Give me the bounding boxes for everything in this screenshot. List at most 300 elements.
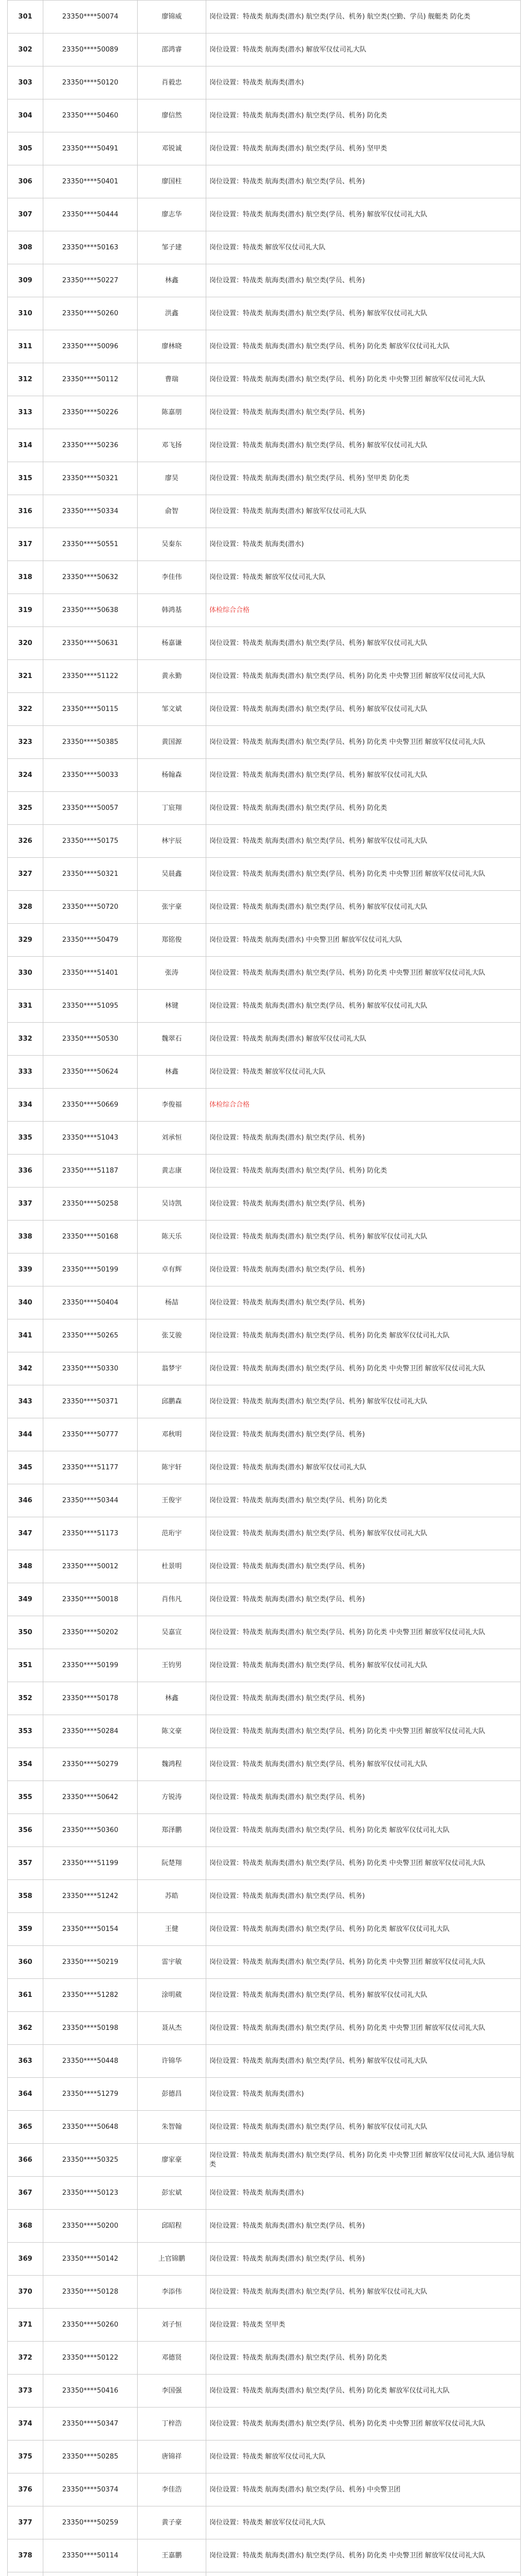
post-assignment: 岗位设置：特战类 航海类(潜水) 航空类(学员、机务) xyxy=(206,1286,521,1319)
registration-id: 23350****50018 xyxy=(43,1583,138,1616)
person-name: 许锦华 xyxy=(138,2045,206,2078)
registration-id: 23350****50227 xyxy=(43,264,138,297)
table-row xyxy=(8,198,521,231)
row-number: 302 xyxy=(8,33,43,66)
table-row xyxy=(8,957,521,990)
person-name: 林鑫 xyxy=(138,1682,206,1715)
person-name: 邱鹏森 xyxy=(138,1385,206,1418)
table-row xyxy=(8,2111,521,2144)
registration-id: 23350****50330 xyxy=(43,1352,138,1385)
row-number: 319 xyxy=(8,594,43,627)
table-row xyxy=(8,693,521,726)
table-row xyxy=(8,165,521,198)
registration-id: 23350****50163 xyxy=(43,231,138,264)
post-assignment: 岗位设置：特战类 航海类(潜水) 航空类(学员、机务) 解放军仪仗司礼大队 xyxy=(206,2276,521,2309)
registration-id: 23350****50202 xyxy=(43,1616,138,1649)
table-row xyxy=(8,1583,521,1616)
registration-id: 23350****50259 xyxy=(43,2506,138,2539)
person-name xyxy=(138,2572,206,2576)
table-row xyxy=(8,1155,521,1188)
registration-id: 23350****50114 xyxy=(43,2539,138,2572)
registration-id: 23350****50123 xyxy=(43,2177,138,2210)
person-name: 廖家豪 xyxy=(138,2144,206,2177)
table-row xyxy=(8,363,521,396)
table-row xyxy=(8,2342,521,2375)
post-assignment: 岗位设置：特战类 航海类(潜水) 航空类(学员、机务) 防化类 中央警卫团 解放军仪仗司礼大队 通信导航类 xyxy=(206,2144,521,2177)
registration-id: 23350****50325 xyxy=(43,2144,138,2177)
row-number: 343 xyxy=(8,1385,43,1418)
post-assignment: 岗位设置：特战类 航海类(潜水) 航空类(学员、机务) 解放军仪仗司礼大队 xyxy=(206,891,521,924)
table-row xyxy=(8,2539,521,2572)
post-assignment: 岗位设置：特战类 航海类(潜水) 中央警卫团 解放军仪仗司礼大队 xyxy=(206,924,521,957)
row-number: 324 xyxy=(8,759,43,792)
table-row xyxy=(8,297,521,330)
registration-id: 23350****50200 xyxy=(43,2210,138,2243)
row-number: 309 xyxy=(8,264,43,297)
row-number: 359 xyxy=(8,1913,43,1946)
person-name: 李佳伟 xyxy=(138,561,206,594)
post-assignment: 岗位设置：特战类 航海类(潜水) 解放军仪仗司礼大队 xyxy=(206,1023,521,1056)
person-name: 廖国柱 xyxy=(138,165,206,198)
person-name: 刘子恒 xyxy=(138,2309,206,2342)
post-assignment: 岗位设置：特战类 航海类(潜水) 航空类(学员、机务) xyxy=(206,1550,521,1583)
person-name: 唐锦祥 xyxy=(138,2441,206,2473)
row-number: 338 xyxy=(8,1221,43,1253)
table-row xyxy=(8,1649,521,1682)
post-assignment: 岗位设置：特战类 航海类(潜水) 航空类(学员、机务) 防化类 xyxy=(206,1155,521,1188)
row-number: 347 xyxy=(8,1517,43,1550)
table-row xyxy=(8,132,521,165)
row-number: 339 xyxy=(8,1253,43,1286)
row-number: 344 xyxy=(8,1418,43,1451)
registration-id: 23350****50631 xyxy=(43,627,138,660)
registration-id: 23350****50401 xyxy=(43,165,138,198)
roster-table xyxy=(7,0,521,2576)
registration-id xyxy=(43,2572,138,2576)
row-number: 304 xyxy=(8,99,43,132)
row-number: 303 xyxy=(8,66,43,99)
table-row xyxy=(8,2375,521,2408)
post-assignment: 岗位设置：特战类 航海类(潜水) 航空类(学员、机务) 解放军仪仗司礼大队 xyxy=(206,693,521,726)
person-name: 洪鑫 xyxy=(138,297,206,330)
table-row xyxy=(8,1221,521,1253)
table-row xyxy=(8,33,521,66)
registration-id: 23350****50374 xyxy=(43,2473,138,2506)
row-number: 331 xyxy=(8,990,43,1023)
table-row xyxy=(8,1023,521,1056)
post-assignment: 岗位设置：特战类 航海类(潜水) 航空类(学员、机务) 解放军仪仗司礼大队 xyxy=(206,1385,521,1418)
table-row xyxy=(8,858,521,891)
registration-id: 23350****50012 xyxy=(43,1550,138,1583)
table-row xyxy=(8,1385,521,1418)
row-number: 333 xyxy=(8,1056,43,1089)
table-row xyxy=(8,1418,521,1451)
post-assignment: 岗位设置：特战类 航海类(潜水) 航空类(学员、机务) 解放军仪仗司礼大队 xyxy=(206,429,521,462)
registration-id: 23350****50074 xyxy=(43,1,138,33)
post-assignment: 岗位设置：特战类 航海类(潜水) 航空类(学员、机务) 防化类 中央警卫团 解放军仪仗司礼大队 xyxy=(206,2408,521,2441)
post-assignment: 岗位设置：特战类 航海类(潜水) 航空类(学员、机务) 防化类 中央警卫团 解放军仪仗司礼大队 xyxy=(206,1616,521,1649)
post-assignment: 岗位设置：特战类 解放军仪仗司礼大队 xyxy=(206,231,521,264)
post-assignment: 岗位设置：特战类 解放军仪仗司礼大队 xyxy=(206,2441,521,2473)
row-number xyxy=(8,2572,43,2576)
row-number: 326 xyxy=(8,825,43,858)
table-row xyxy=(8,1847,521,1880)
post-assignment: 岗位设置：特战类 航海类(潜水) 航空类(学员、机务) 防化类 中央警卫团 解放军仪仗司礼大队 xyxy=(206,1352,521,1385)
post-assignment: 岗位设置：特战类 航海类(潜水) 航空类(学员、机务) 航空类(空勤、学员) 舰艇类 防化类 xyxy=(206,1,521,33)
post-assignment: 岗位设置：特战类 航海类(潜水) 航空类(学员、机务) 坚甲类 防化类 xyxy=(206,462,521,495)
post-assignment: 岗位设置：特战类 航海类(潜水) 航空类(学员、机务) 防化类 中央警卫团 解放军仪仗司礼大队 xyxy=(206,2539,521,2572)
row-number: 342 xyxy=(8,1352,43,1385)
registration-id: 23350****50199 xyxy=(43,1649,138,1682)
table-row xyxy=(8,1913,521,1946)
table-row xyxy=(8,924,521,957)
row-number: 378 xyxy=(8,2539,43,2572)
post-assignment: 岗位设置：特战类 航海类(潜水) 航空类(学员、机务) xyxy=(206,2243,521,2276)
table-row xyxy=(8,2572,521,2576)
row-number: 325 xyxy=(8,792,43,825)
table-row xyxy=(8,1946,521,1979)
registration-id: 23350****50265 xyxy=(43,1319,138,1352)
person-name: 陈文豪 xyxy=(138,1715,206,1748)
registration-id: 23350****50089 xyxy=(43,33,138,66)
post-assignment: 岗位设置：特战类 航海类(潜水) 航空类(学员、机务) 防化类 解放军仪仗司礼大队 xyxy=(206,1319,521,1352)
person-name: 肖毅忠 xyxy=(138,66,206,99)
table-row xyxy=(8,1188,521,1221)
row-number: 320 xyxy=(8,627,43,660)
table-row xyxy=(8,1286,521,1319)
table-row xyxy=(8,1056,521,1089)
registration-id: 23350****50219 xyxy=(43,1946,138,1979)
post-assignment: 岗位设置：特战类 航海类(潜水) 航空类(学员、机务) xyxy=(206,1682,521,1715)
table-row xyxy=(8,990,521,1023)
row-number: 349 xyxy=(8,1583,43,1616)
person-name: 阮楚翔 xyxy=(138,1847,206,1880)
registration-id: 23350****50334 xyxy=(43,495,138,528)
row-number: 376 xyxy=(8,2473,43,2506)
registration-id: 23350****50122 xyxy=(43,2342,138,2375)
post-assignment: 岗位设置：特战类 航海类(潜水) 航空类(学员、机务) 防化类 xyxy=(206,99,521,132)
post-assignment: 岗位设置：特战类 航海类(潜水) 解放军仪仗司礼大队 xyxy=(206,495,521,528)
registration-id: 23350****50371 xyxy=(43,1385,138,1418)
registration-id: 23350****50385 xyxy=(43,726,138,759)
person-name: 韩鸿基 xyxy=(138,594,206,627)
table-row xyxy=(8,2408,521,2441)
registration-id: 23350****50551 xyxy=(43,528,138,561)
row-number: 366 xyxy=(8,2144,43,2177)
post-assignment: 岗位设置：特战类 航海类(潜水) 航空类(学员、机务) 防化类 xyxy=(206,2342,521,2375)
table-row xyxy=(8,1089,521,1122)
post-assignment: 岗位设置：特战类 航海类(潜水) 航空类(学员、机务) 解放军仪仗司礼大队 xyxy=(206,759,521,792)
table-row xyxy=(8,231,521,264)
registration-id: 23350****51279 xyxy=(43,2078,138,2111)
row-number: 329 xyxy=(8,924,43,957)
post-assignment: 岗位设置：特战类 航海类(潜水) 航空类(学员、机务) 防化类 中央警卫团 解放军仪仗司礼大队 xyxy=(206,363,521,396)
table-row xyxy=(8,99,521,132)
person-name: 廖志华 xyxy=(138,198,206,231)
row-number: 345 xyxy=(8,1451,43,1484)
table-row xyxy=(8,1484,521,1517)
registration-id: 23350****51122 xyxy=(43,660,138,693)
registration-id: 23350****50199 xyxy=(43,1253,138,1286)
row-number: 321 xyxy=(8,660,43,693)
post-assignment: 岗位设置：特战类 解放军仪仗司礼大队 xyxy=(206,1056,521,1089)
post-assignment: 岗位设置：特战类 航海类(潜水) xyxy=(206,2177,521,2210)
row-number: 361 xyxy=(8,1979,43,2012)
registration-id: 23350****50154 xyxy=(43,1913,138,1946)
table-row xyxy=(8,660,521,693)
registration-id: 23350****50260 xyxy=(43,297,138,330)
row-number: 373 xyxy=(8,2375,43,2408)
row-number: 318 xyxy=(8,561,43,594)
post-assignment: 岗位设置：特战类 航海类(潜水) 航空类(学员、机务) 解放军仪仗司礼大队 xyxy=(206,198,521,231)
person-name: 肖伟凡 xyxy=(138,1583,206,1616)
registration-id: 23350****51282 xyxy=(43,1979,138,2012)
registration-id: 23350****50057 xyxy=(43,792,138,825)
post-assignment: 岗位设置：特战类 解放军仪仗司礼大队 xyxy=(206,2506,521,2539)
row-number: 357 xyxy=(8,1847,43,1880)
registration-id: 23350****50479 xyxy=(43,924,138,957)
row-number: 351 xyxy=(8,1649,43,1682)
table-row xyxy=(8,2506,521,2539)
post-assignment: 岗位设置：特战类 航海类(潜水) 航空类(学员、机务) xyxy=(206,1188,521,1221)
registration-id: 23350****50491 xyxy=(43,132,138,165)
row-number: 314 xyxy=(8,429,43,462)
table-row xyxy=(8,1122,521,1155)
registration-id: 23350****50142 xyxy=(43,2243,138,2276)
row-number: 352 xyxy=(8,1682,43,1715)
table-row xyxy=(8,561,521,594)
person-name: 杨翰森 xyxy=(138,759,206,792)
person-name: 李俊福 xyxy=(138,1089,206,1122)
row-number: 330 xyxy=(8,957,43,990)
table-row xyxy=(8,627,521,660)
registration-id: 23350****50448 xyxy=(43,2045,138,2078)
registration-id: 23350****50648 xyxy=(43,2111,138,2144)
person-name: 雷宇敏 xyxy=(138,1946,206,1979)
person-name: 杜景明 xyxy=(138,1550,206,1583)
post-assignment: 岗位设置：特战类 航海类(潜水) 航空类(学员、机务) 解放军仪仗司礼大队 xyxy=(206,1979,521,2012)
person-name: 陈宇轩 xyxy=(138,1451,206,1484)
post-assignment: 岗位设置：特战类 航海类(潜水) 航空类(学员、机务) 防化类 中央警卫团 解放军仪仗司礼大队 xyxy=(206,660,521,693)
person-name: 王钧男 xyxy=(138,1649,206,1682)
table-row xyxy=(8,2473,521,2506)
table-row xyxy=(8,891,521,924)
table-row xyxy=(8,396,521,429)
row-number: 367 xyxy=(8,2177,43,2210)
row-number: 371 xyxy=(8,2309,43,2342)
registration-id: 23350****50260 xyxy=(43,2309,138,2342)
post-assignment: 岗位设置：特战类 航海类(潜水) 航空类(学员、机务) 防化类 解放军仪仗司礼大队 xyxy=(206,330,521,363)
person-name: 聂从杰 xyxy=(138,2012,206,2045)
registration-id: 23350****50033 xyxy=(43,759,138,792)
post-assignment: 体检综合合格 xyxy=(206,1089,521,1122)
table-row xyxy=(8,1451,521,1484)
person-name: 邓秋明 xyxy=(138,1418,206,1451)
row-number: 334 xyxy=(8,1089,43,1122)
person-name: 邹子建 xyxy=(138,231,206,264)
row-number: 310 xyxy=(8,297,43,330)
post-assignment: 岗位设置：特战类 航海类(潜水) 航空类(学员、机务) 防化类 解放军仪仗司礼大队 xyxy=(206,1814,521,1847)
person-name: 邓飞扬 xyxy=(138,429,206,462)
registration-id: 23350****50258 xyxy=(43,1188,138,1221)
row-number: 350 xyxy=(8,1616,43,1649)
row-number: 313 xyxy=(8,396,43,429)
row-number: 332 xyxy=(8,1023,43,1056)
person-name: 陈天乐 xyxy=(138,1221,206,1253)
row-number: 375 xyxy=(8,2441,43,2473)
registration-id: 23350****50226 xyxy=(43,396,138,429)
table-row xyxy=(8,726,521,759)
table-row xyxy=(8,2012,521,2045)
registration-id: 23350****50669 xyxy=(43,1089,138,1122)
registration-id: 23350****50642 xyxy=(43,1781,138,1814)
person-name: 吴嘉宣 xyxy=(138,1616,206,1649)
registration-id: 23350****51242 xyxy=(43,1880,138,1913)
registration-id: 23350****51401 xyxy=(43,957,138,990)
row-number: 346 xyxy=(8,1484,43,1517)
table-row xyxy=(8,462,521,495)
table-row xyxy=(8,759,521,792)
table-row xyxy=(8,1517,521,1550)
registration-id: 23350****51173 xyxy=(43,1517,138,1550)
registration-id: 23350****50284 xyxy=(43,1715,138,1748)
table-row xyxy=(8,2243,521,2276)
post-assignment: 岗位设置：特战类 航海类(潜水) 航空类(学员、机务) 解放军仪仗司礼大队 xyxy=(206,990,521,1023)
table-row xyxy=(8,1550,521,1583)
registration-id: 23350****50112 xyxy=(43,363,138,396)
person-name: 林宇辰 xyxy=(138,825,206,858)
table-row xyxy=(8,1682,521,1715)
row-number: 311 xyxy=(8,330,43,363)
post-assignment xyxy=(206,2572,521,2576)
registration-id: 23350****50460 xyxy=(43,99,138,132)
registration-id: 23350****50178 xyxy=(43,1682,138,1715)
post-assignment: 岗位设置：特战类 航海类(潜水) 解放军仪仗司礼大队 xyxy=(206,33,521,66)
post-assignment: 岗位设置：特战类 航海类(潜水) 航空类(学员、机务) xyxy=(206,1880,521,1913)
table-row xyxy=(8,330,521,363)
person-name: 杨嘉谦 xyxy=(138,627,206,660)
post-assignment: 岗位设置：特战类 航海类(潜水) 航空类(学员、机务) 防化类 中央警卫团 解放军仪仗司礼大队 xyxy=(206,957,521,990)
registration-id: 23350****50624 xyxy=(43,1056,138,1089)
post-assignment: 岗位设置：特战类 航海类(潜水) 航空类(学员、机务) xyxy=(206,1253,521,1286)
post-assignment: 岗位设置：特战类 航海类(潜水) 航空类(学员、机务) 解放军仪仗司礼大队 xyxy=(206,297,521,330)
row-number: 312 xyxy=(8,363,43,396)
row-number: 365 xyxy=(8,2111,43,2144)
person-name: 彭德昌 xyxy=(138,2078,206,2111)
row-number: 370 xyxy=(8,2276,43,2309)
table-row xyxy=(8,1979,521,2012)
table-row xyxy=(8,2045,521,2078)
person-name: 李国强 xyxy=(138,2375,206,2408)
post-assignment: 岗位设置：特战类 航海类(潜水) 航空类(学员、机务) 防化类 中央警卫团 解放军仪仗司礼大队 xyxy=(206,858,521,891)
row-number: 362 xyxy=(8,2012,43,2045)
person-name: 林鑫 xyxy=(138,1056,206,1089)
row-number: 336 xyxy=(8,1155,43,1188)
post-assignment: 岗位设置：特战类 航海类(潜水) 航空类(学员、机务) xyxy=(206,396,521,429)
table-row xyxy=(8,429,521,462)
registration-id: 23350****51043 xyxy=(43,1122,138,1155)
row-number: 317 xyxy=(8,528,43,561)
registration-id: 23350****51095 xyxy=(43,990,138,1023)
registration-id: 23350****50115 xyxy=(43,693,138,726)
person-name: 杨喆 xyxy=(138,1286,206,1319)
table-row xyxy=(8,1616,521,1649)
post-assignment: 岗位设置：特战类 航海类(潜水) 航空类(学员、机务) 解放军仪仗司礼大队 xyxy=(206,1649,521,1682)
registration-id: 23350****50632 xyxy=(43,561,138,594)
registration-id: 23350****50321 xyxy=(43,858,138,891)
registration-id: 23350****51199 xyxy=(43,1847,138,1880)
table-row xyxy=(8,2177,521,2210)
registration-id: 23350****50128 xyxy=(43,2276,138,2309)
registration-id: 23350****50404 xyxy=(43,1286,138,1319)
person-name: 王俊宇 xyxy=(138,1484,206,1517)
table-row xyxy=(8,1748,521,1781)
row-number: 369 xyxy=(8,2243,43,2276)
row-number: 328 xyxy=(8,891,43,924)
post-assignment: 岗位设置：特战类 航海类(潜水) 航空类(学员、机务) 解放军仪仗司礼大队 xyxy=(206,627,521,660)
person-name: 上官锦鹏 xyxy=(138,2243,206,2276)
post-assignment: 体检综合合格 xyxy=(206,594,521,627)
table-row xyxy=(8,1253,521,1286)
person-name: 范珩宇 xyxy=(138,1517,206,1550)
post-assignment: 岗位设置：特战类 航海类(潜水) 航空类(学员、机务) xyxy=(206,165,521,198)
person-name: 魏鸿程 xyxy=(138,1748,206,1781)
person-name: 陈嘉朋 xyxy=(138,396,206,429)
person-name: 郑泽鹏 xyxy=(138,1814,206,1847)
row-number: 372 xyxy=(8,2342,43,2375)
person-name: 曹瑞 xyxy=(138,363,206,396)
person-name: 苏皓 xyxy=(138,1880,206,1913)
row-number: 374 xyxy=(8,2408,43,2441)
registration-id: 23350****51177 xyxy=(43,1451,138,1484)
post-assignment: 岗位设置：特战类 航海类(潜水) 航空类(学员、机务) xyxy=(206,1122,521,1155)
row-number: 358 xyxy=(8,1880,43,1913)
row-number: 327 xyxy=(8,858,43,891)
row-number: 315 xyxy=(8,462,43,495)
person-name: 方锐涛 xyxy=(138,1781,206,1814)
row-number: 305 xyxy=(8,132,43,165)
row-number: 354 xyxy=(8,1748,43,1781)
row-number: 316 xyxy=(8,495,43,528)
registration-id: 23350****50530 xyxy=(43,1023,138,1056)
registration-id: 23350****50638 xyxy=(43,594,138,627)
person-name: 黄志康 xyxy=(138,1155,206,1188)
row-number: 307 xyxy=(8,198,43,231)
table-row xyxy=(8,2144,521,2177)
person-name: 王健 xyxy=(138,1913,206,1946)
table-row xyxy=(8,792,521,825)
person-name: 黄国源 xyxy=(138,726,206,759)
table-row xyxy=(8,2276,521,2309)
registration-id: 23350****50168 xyxy=(43,1221,138,1253)
table-row xyxy=(8,264,521,297)
row-number: 355 xyxy=(8,1781,43,1814)
table-row xyxy=(8,594,521,627)
registration-id: 23350****50777 xyxy=(43,1418,138,1451)
person-name: 廖信然 xyxy=(138,99,206,132)
person-name: 朱智翰 xyxy=(138,2111,206,2144)
post-assignment: 岗位设置：特战类 坚甲类 xyxy=(206,2309,521,2342)
post-assignment: 岗位设置：特战类 解放军仪仗司礼大队 xyxy=(206,561,521,594)
table-row xyxy=(8,528,521,561)
table-row xyxy=(8,825,521,858)
table-row xyxy=(8,66,521,99)
person-name: 张涛 xyxy=(138,957,206,990)
row-number: 360 xyxy=(8,1946,43,1979)
post-assignment: 岗位设置：特战类 航海类(潜水) 航空类(学员、机务) 防化类 解放军仪仗司礼大队 xyxy=(206,1913,521,1946)
registration-id: 23350****50285 xyxy=(43,2441,138,2473)
person-name: 李添伟 xyxy=(138,2276,206,2309)
